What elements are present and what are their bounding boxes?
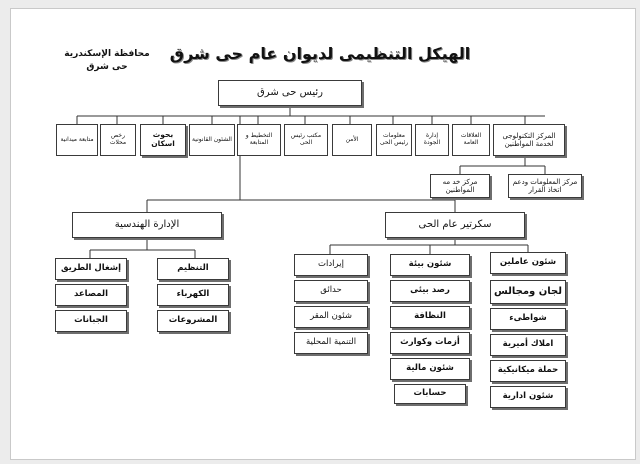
sec-administrative-affairs: شئون ادارية — [490, 386, 566, 408]
sec-crises-disasters: أزمات وكوارث — [390, 332, 470, 354]
sec-local-development: التنمية المحلية — [294, 332, 368, 354]
sec-beaches: شواطىء — [490, 308, 566, 330]
dept-head-office: مكتب رئيس الحى — [284, 124, 328, 156]
dept-housing-research: بحوث اسكان — [140, 124, 186, 156]
center-citizen-service: مركز خد مه المواطنين — [430, 174, 490, 198]
logo — [62, 48, 152, 73]
dept-planning-followup: التخطيط و المتابعة — [237, 124, 281, 156]
dept-head-info: معلومات رئيس الحى — [376, 124, 412, 156]
chart-title: الهيكل التنظيمى لديوان عام حى شرق — [169, 44, 471, 63]
sec-financial-affairs: شئون مالية — [390, 358, 470, 380]
dept-field-followup: متابعة ميدانية — [56, 124, 98, 156]
dept-quality: إدارة الجودة — [415, 124, 449, 156]
dept-public-relations: العلاقات العامة — [452, 124, 490, 156]
secretary-general-box: سكرتير عام الحى — [385, 212, 525, 238]
eng-organization: التنظيم — [157, 258, 229, 280]
head-box: رئيس حى شرق — [218, 80, 362, 106]
eng-road-occupancy: إشغال الطريق — [55, 258, 127, 280]
sec-environment-monitoring: رصد بيئى — [390, 280, 470, 302]
eng-cemeteries: الجبانات — [55, 310, 127, 332]
dept-tech-center: المركز التكنولوجى لخدمة المواطنين — [493, 124, 565, 156]
sec-revenues: إيرادات — [294, 254, 368, 276]
sec-committees-councils: لجان ومجالس — [490, 280, 566, 304]
sec-hq-affairs: شئون المقر — [294, 306, 368, 328]
sec-personnel-affairs: شئون عاملين — [490, 252, 566, 274]
dept-legal-affairs: الشئون القانونية — [189, 124, 235, 156]
engineering-dept-box: الإدارة الهندسية — [72, 212, 222, 238]
sec-state-property: املاك أميرية — [490, 334, 566, 356]
logo-line-district: حى شرق — [86, 61, 128, 72]
eng-elevators: المصاعد — [55, 284, 127, 306]
dept-security: الأمن — [332, 124, 372, 156]
sec-accounts: حسابات — [394, 384, 466, 404]
center-info-decision-support: مركز المعلومات ودعم اتخاذ القرار — [508, 174, 582, 198]
sec-cleanliness: النظافة — [390, 306, 470, 328]
sec-environment-affairs: شئون بيئة — [390, 254, 470, 276]
dept-shop-licenses: رخص محلات — [100, 124, 136, 156]
logo-line-governorate: محافظة الإسكندرية — [64, 49, 150, 59]
eng-projects: المشروعات — [157, 310, 229, 332]
eng-electricity: الكهرباء — [157, 284, 229, 306]
sec-mechanical-fleet: حملة ميكانيكية — [490, 360, 566, 382]
sec-gardens: حدائق — [294, 280, 368, 302]
